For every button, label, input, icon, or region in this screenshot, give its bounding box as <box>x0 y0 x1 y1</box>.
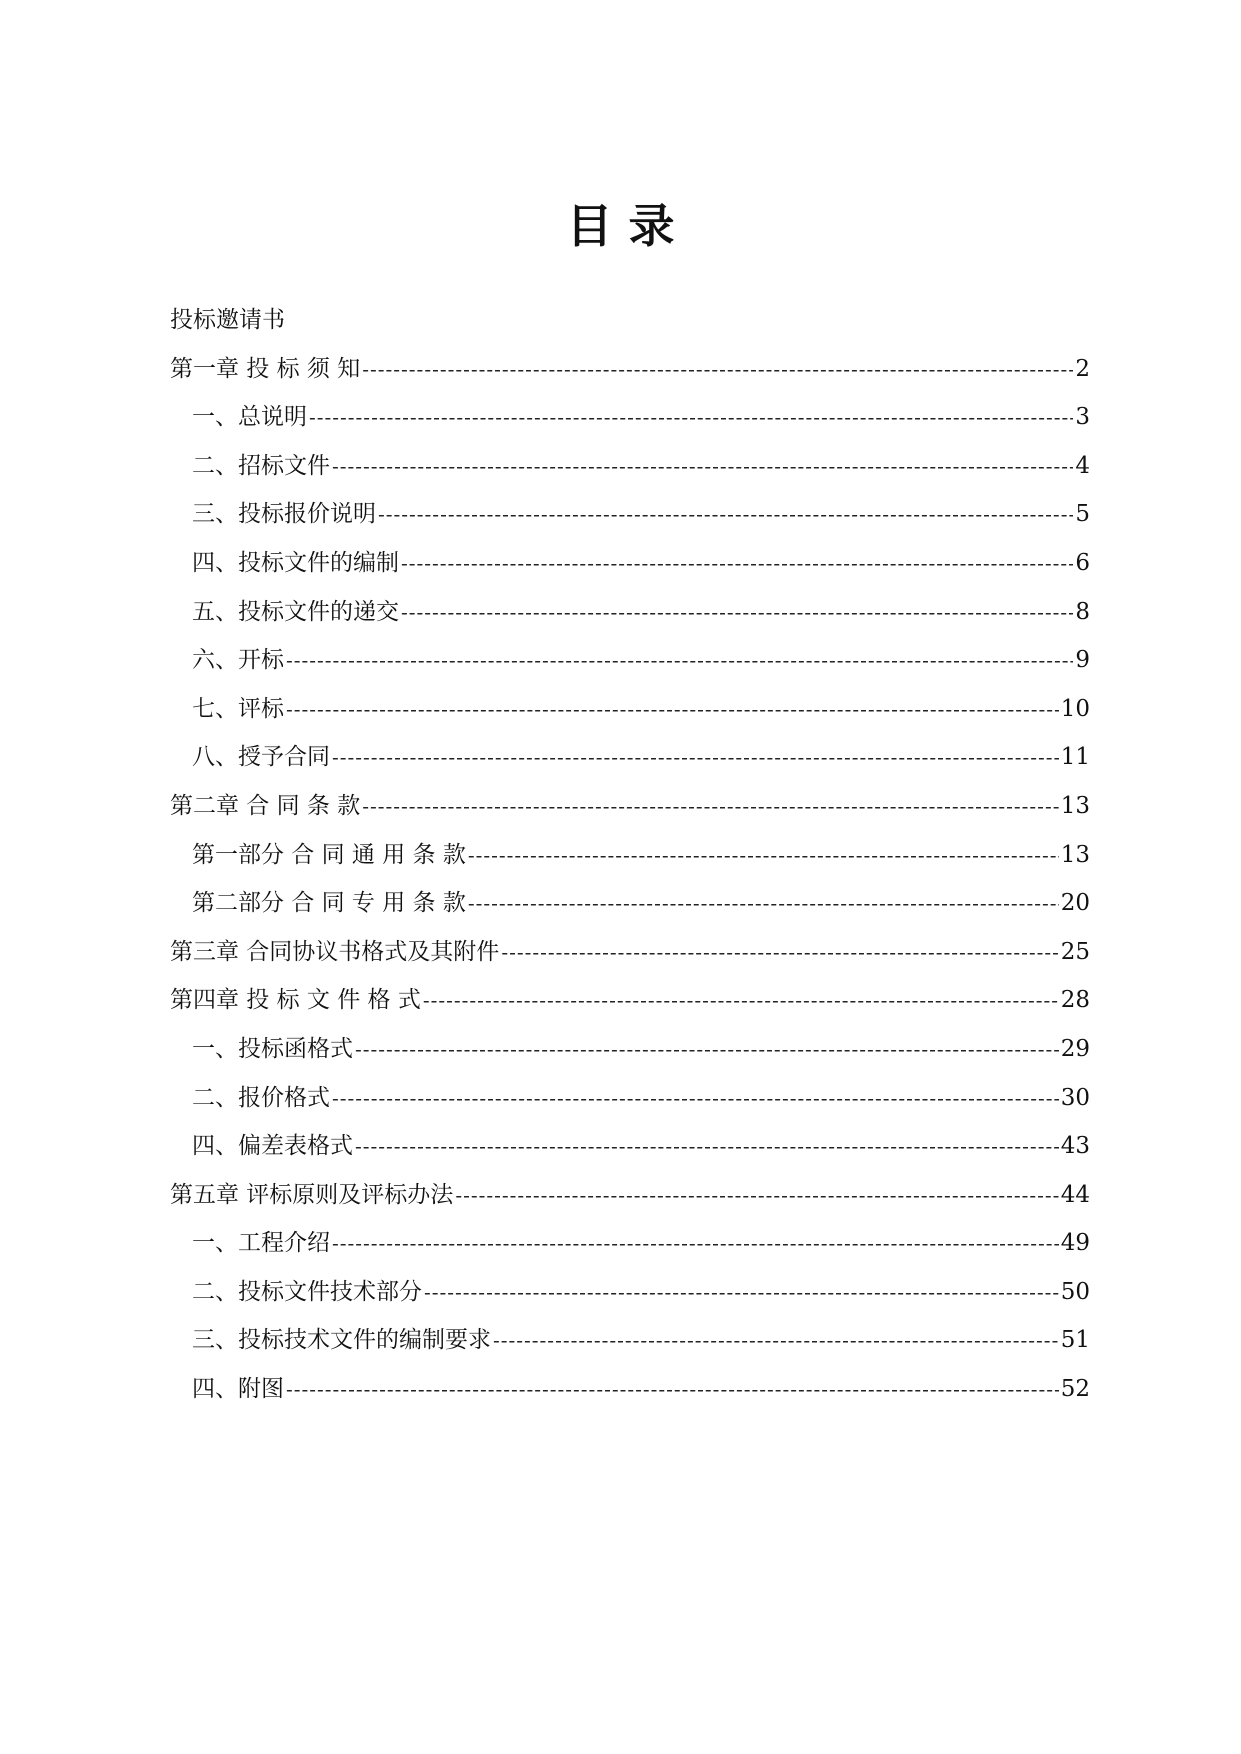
toc-entry-label: 八、授予合同 <box>192 744 330 771</box>
dot-leader <box>332 1219 1059 1268</box>
toc-entry-label: 一、投标函格式 <box>192 1035 353 1062</box>
toc-entry-label: 七、评标 <box>192 695 284 722</box>
toc-entry-label: 二、报价格式 <box>192 1084 330 1111</box>
toc-entry-label: 六、开标 <box>192 647 284 674</box>
toc-entry-label: 第五章 评标原则及评标办法 <box>170 1181 454 1208</box>
toc-page-number: 51 <box>1060 1327 1090 1354</box>
toc-entry-section[interactable] <box>170 1122 1090 1171</box>
dot-leader <box>286 636 1073 685</box>
dot-leader <box>455 1171 1058 1220</box>
dot-leader <box>286 685 1059 734</box>
toc-page-number: 29 <box>1060 1035 1090 1062</box>
toc-page-number: 8 <box>1075 598 1090 625</box>
toc-entry-label: 一、工程介绍 <box>192 1230 330 1257</box>
toc-entry-invitation[interactable] <box>170 296 1090 345</box>
dot-leader <box>423 976 1059 1025</box>
toc-entry-label: 第四章 投 标 文 件 格 式 <box>170 987 421 1014</box>
dot-leader <box>286 1365 1059 1414</box>
dot-leader <box>332 733 1059 782</box>
dot-leader <box>332 442 1073 491</box>
dot-leader <box>362 345 1073 394</box>
toc-entry-section[interactable] <box>170 831 1090 880</box>
dot-leader <box>401 588 1073 637</box>
toc-entry-label: 三、投标技术文件的编制要求 <box>192 1327 491 1354</box>
toc-entry-label: 一、总说明 <box>192 404 307 431</box>
toc-page-number: 3 <box>1075 404 1090 431</box>
toc-entry-label: 二、投标文件技术部分 <box>192 1278 422 1305</box>
toc-entry-chapter-1[interactable] <box>170 345 1090 394</box>
dot-leader <box>332 1074 1059 1123</box>
toc-entry-label: 四、偏差表格式 <box>192 1133 353 1160</box>
toc-entry-section[interactable] <box>170 733 1090 782</box>
toc-page-number: 20 <box>1060 890 1090 917</box>
toc-entry-section[interactable] <box>170 879 1090 928</box>
toc-entry-section[interactable] <box>170 490 1090 539</box>
toc-page-number: 13 <box>1060 841 1090 868</box>
toc-page-number: 49 <box>1060 1230 1090 1257</box>
dot-leader <box>362 782 1058 831</box>
toc-page-number: 4 <box>1075 452 1090 479</box>
toc-entry-label: 第二章 合 同 条 款 <box>170 792 361 819</box>
dot-leader <box>468 879 1059 928</box>
dot-leader <box>309 393 1073 442</box>
toc-entry-label: 第一章 投 标 须 知 <box>170 355 361 382</box>
toc-entry-label: 第二部分 合 同 专 用 条 款 <box>192 890 466 917</box>
toc-entry-section[interactable] <box>170 588 1090 637</box>
dot-leader <box>468 831 1059 880</box>
toc-entry-label: 二、招标文件 <box>192 452 330 479</box>
toc-entry-section[interactable] <box>170 685 1090 734</box>
table-of-contents <box>170 296 1090 1414</box>
toc-entry-label: 第一部分 合 同 通 用 条 款 <box>192 841 466 868</box>
toc-entry-section[interactable] <box>170 1268 1090 1317</box>
toc-entry-section[interactable] <box>170 636 1090 685</box>
dot-leader <box>401 539 1073 588</box>
page-title: 目 录 <box>566 199 675 253</box>
dot-leader <box>501 928 1058 977</box>
toc-entry-label: 第三章 合同协议书格式及其附件 <box>170 938 500 965</box>
toc-entry-chapter-5[interactable] <box>170 1171 1090 1220</box>
toc-page-number: 9 <box>1075 647 1090 674</box>
toc-entry-label: 四、投标文件的编制 <box>192 549 399 576</box>
toc-page-number: 11 <box>1060 744 1090 771</box>
toc-entry-section[interactable] <box>170 1365 1090 1414</box>
toc-page-number: 25 <box>1060 938 1090 965</box>
dot-leader <box>424 1268 1059 1317</box>
toc-entry-label: 三、投标报价说明 <box>192 501 376 528</box>
dot-leader <box>493 1316 1059 1365</box>
toc-page-number: 28 <box>1060 987 1090 1014</box>
toc-entry-section[interactable] <box>170 393 1090 442</box>
toc-entry-section[interactable] <box>170 1219 1090 1268</box>
toc-page-number: 13 <box>1060 792 1090 819</box>
toc-page-number: 52 <box>1060 1376 1090 1403</box>
toc-entry-section[interactable] <box>170 1025 1090 1074</box>
toc-page-number: 6 <box>1075 549 1090 576</box>
toc-page-number: 5 <box>1075 501 1090 528</box>
toc-entry-label: 四、附图 <box>192 1376 284 1403</box>
toc-page-number: 2 <box>1075 355 1090 382</box>
dot-leader <box>378 490 1073 539</box>
toc-entry-section[interactable] <box>170 539 1090 588</box>
toc-page-number: 43 <box>1060 1133 1090 1160</box>
toc-entry-section[interactable] <box>170 1074 1090 1123</box>
toc-entry-chapter-4[interactable] <box>170 976 1090 1025</box>
toc-entry-section[interactable] <box>170 442 1090 491</box>
dot-leader <box>355 1025 1059 1074</box>
toc-entry-chapter-2[interactable] <box>170 782 1090 831</box>
toc-page-number: 30 <box>1060 1084 1090 1111</box>
toc-entry-label: 投标邀请书 <box>170 307 285 333</box>
toc-entry-label: 五、投标文件的递交 <box>192 598 399 625</box>
dot-leader <box>355 1122 1059 1171</box>
toc-entry-section[interactable] <box>170 1316 1090 1365</box>
toc-page-number: 10 <box>1060 695 1090 722</box>
toc-page-number: 50 <box>1060 1278 1090 1305</box>
toc-page-number: 44 <box>1060 1181 1090 1208</box>
toc-entry-chapter-3[interactable] <box>170 928 1090 977</box>
